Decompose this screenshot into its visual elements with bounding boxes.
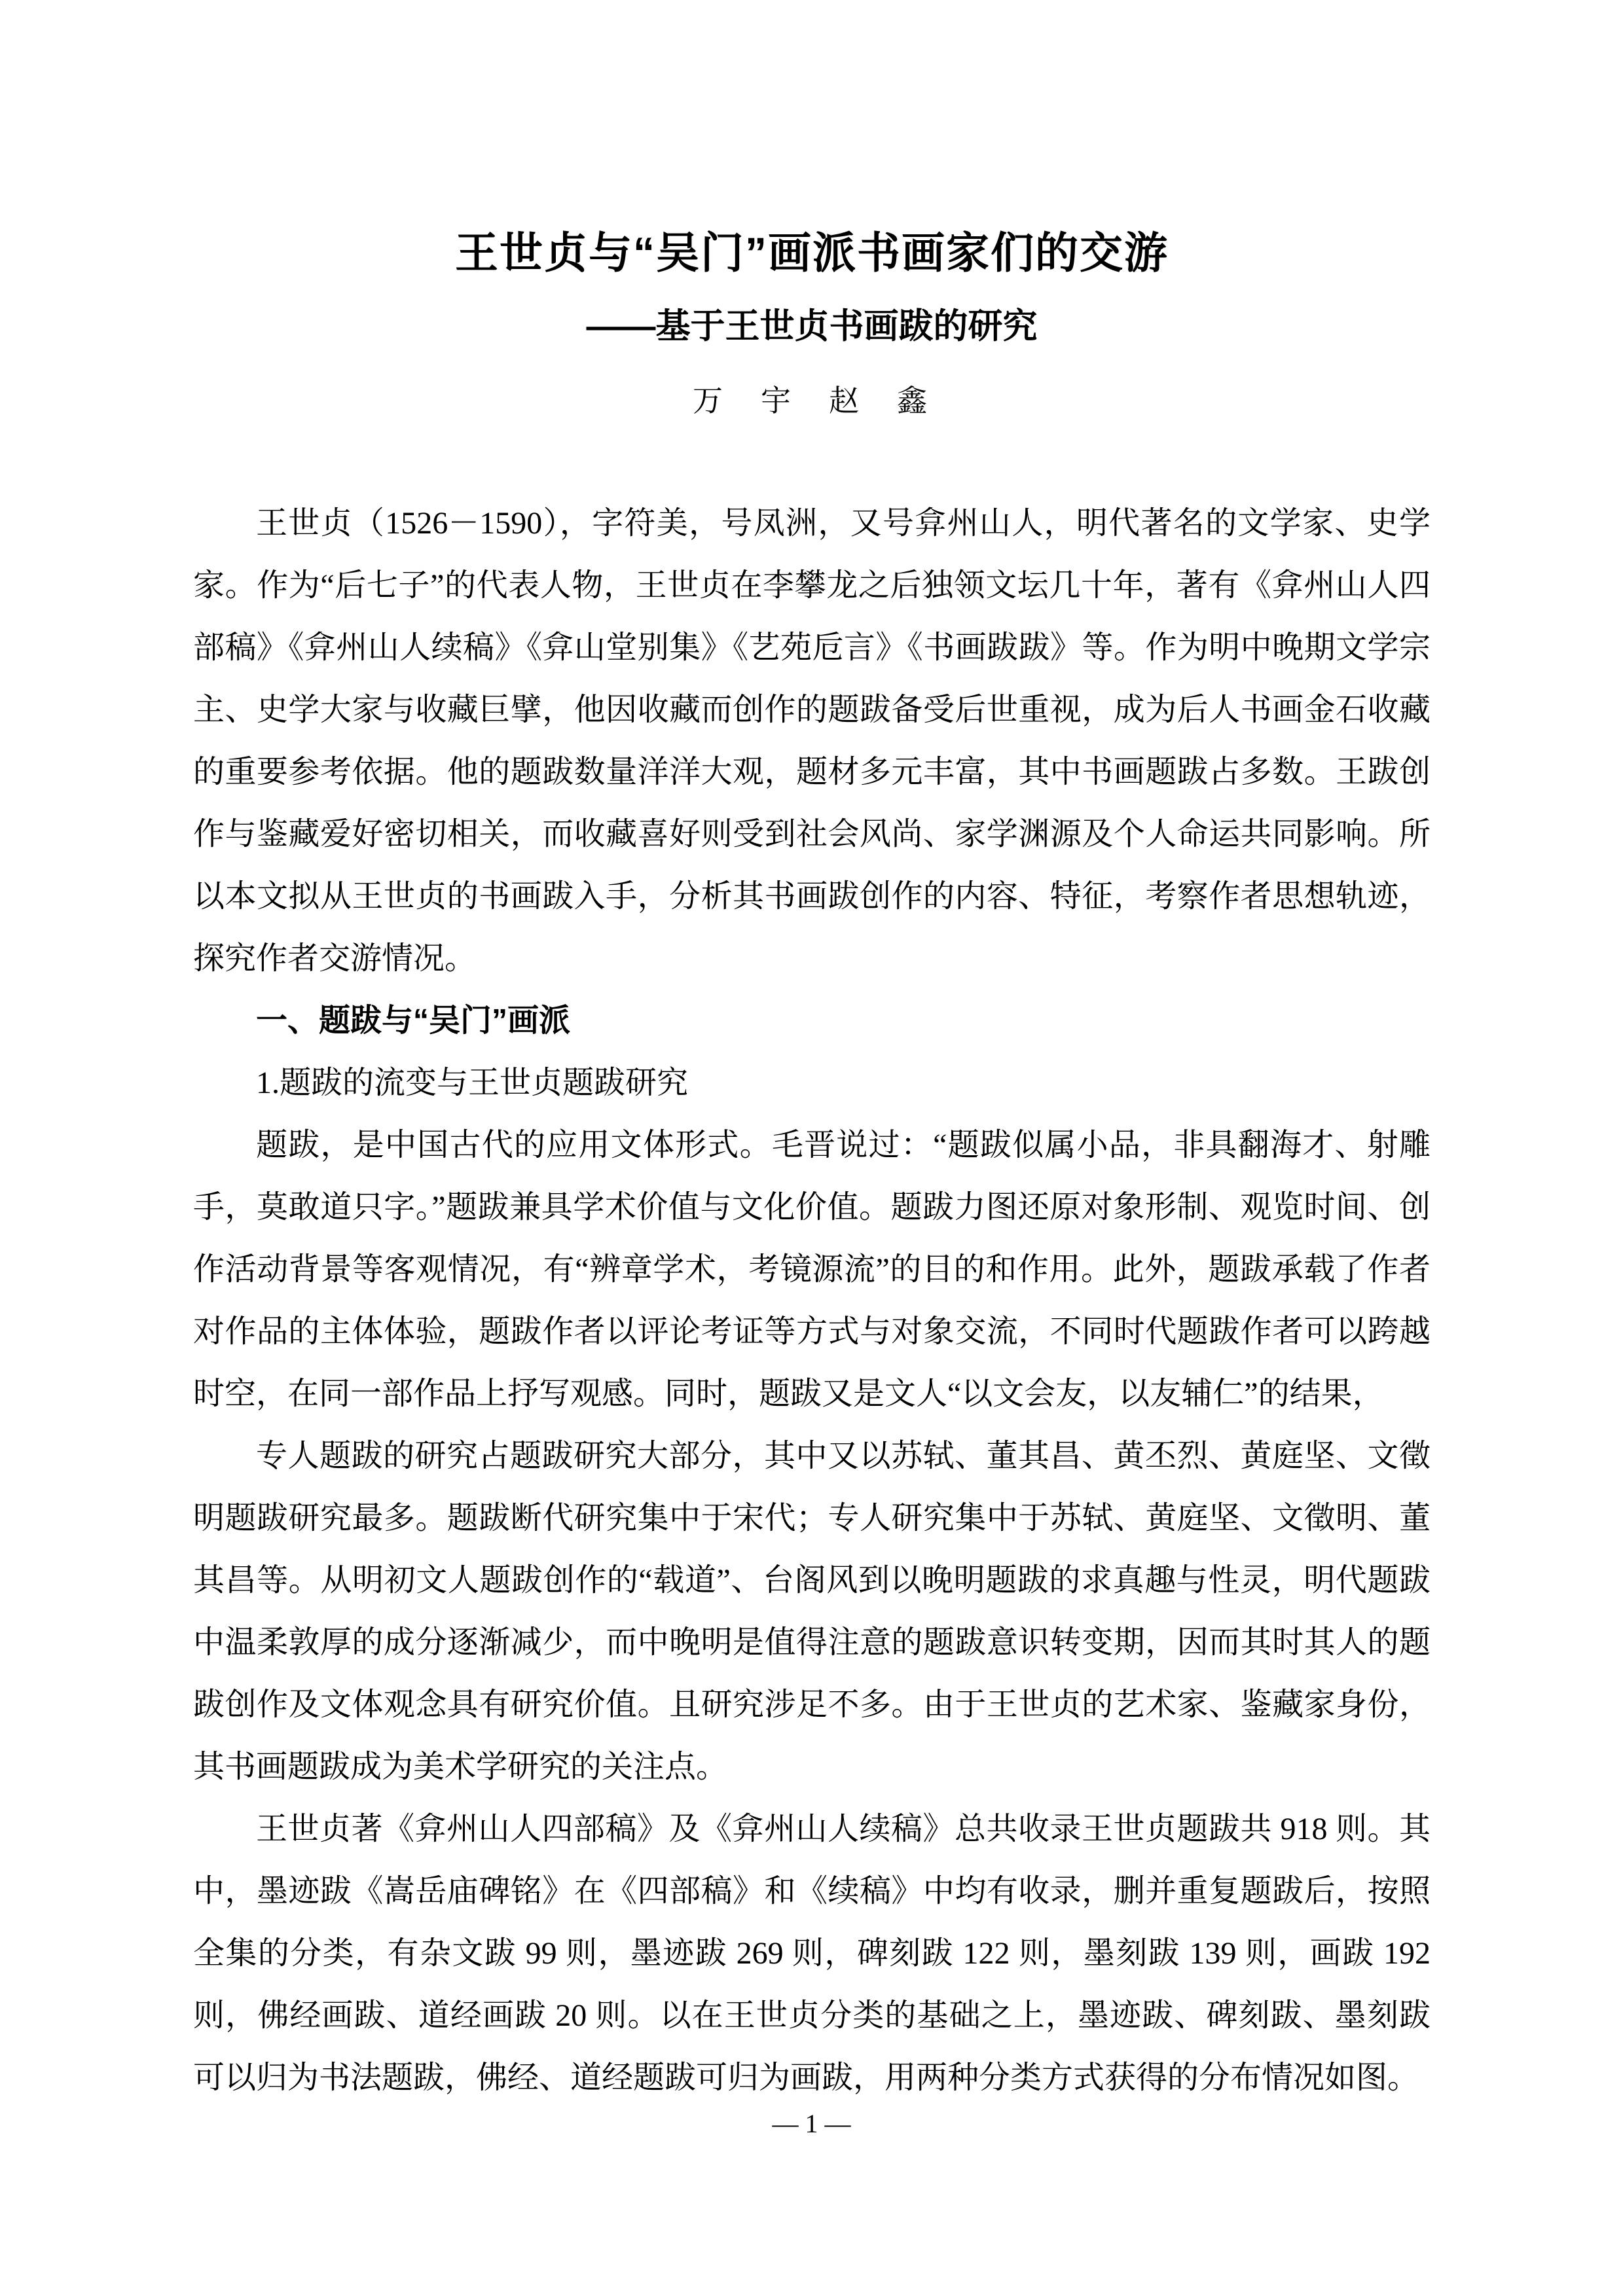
sub-heading-1-1: 1.题跋的流变与王世贞题跋研究 (256, 1066, 689, 1100)
page-title: 王世贞与“吴门”画派书画家们的交游 (455, 228, 1169, 277)
page-number: — 1 — (772, 2109, 851, 2138)
paragraph-statistics: 王世贞著《弇州山人四部稿》及《弇州山人续稿》总共收录王世贞题跋共 918 则。其中，墨迹跋《嵩岳庙碑铭》在《四部稿》和《续稿》中均有收录，删并重复题跋后，按照全集的分类，有杂文跋 99 则，墨迹跋 269 则，碑刻跋 122 则，墨刻跋 139 则，画跋 192 则，佛经画跋、道经画跋 20 则。以在王世贞分类的基础之上，墨迹跋、碑刻跋、墨刻跋可以归为书法题跋，佛经、道经题跋可归为画跋，用两种分类方式获得的分布情况如图。 (193, 1812, 1431, 2095)
paragraph-intro: 王世贞（1526－1590），字符美，号凤洲，又号弇州山人，明代著名的文学家、史学家。作为“后七子”的代表人物，王世贞在李攀龙之后独领文坛几十年，著有《弇州山人四部稿》《弇州山人续稿》《弇山堂别集》《艺苑卮言》《书画跋跋》等。作为明中晚期文学宗主、史学大家与收藏巨擘，他因收藏而创作的题跋备受后世重视，成为后人书画金石收藏的重要参考依据。他的题跋数量洋洋大观，题材多元丰富，其中书画题跋占多数。王跋创作与鉴藏爱好密切相关，而收藏喜好则受到社会风尚、家学渊源及个人命运共同影响。所以本文拟从王世贞的书画跋入手，分析其书画跋创作的内容、特征，考察作者思想轨迹，探究作者交游情况。 (193, 506, 1431, 976)
body-text (193, 492, 1431, 2109)
document-content (193, 223, 1431, 2109)
authors-line: 万 宇 赵 鑫 (693, 384, 931, 418)
paragraph-tiba-definition: 题跋，是中国古代的应用文体形式。毛晋说过：“题跋似属小品，非具翻海才、射雕手，莫敢道只字。”题跋兼具学术价值与文化价值。题跋力图还原对象形制、观览时间、创作活动背景等客观情况，有“辨章学术，考镜源流”的目的和作用。此外，题跋承载了作者对作品的主体体验，题跋作者以评论考证等方式与对象交流，不同时代题跋作者可以跨越时空，在同一部作品上抒写观感。同时，题跋又是文人“以文会友，以友辅仁”的结果， (193, 1128, 1431, 1411)
section-heading-1: 一、题跋与“吴门”画派 (256, 1003, 571, 1038)
page-subtitle: ——基于王世贞书画跋的研究 (586, 307, 1038, 346)
paragraph-research-overview: 专人题跋的研究占题跋研究大部分，其中又以苏轼、董其昌、黄丕烈、黄庭坚、文徵明题跋研究最多。题跋断代研究集中于宋代；专人研究集中于苏轼、黄庭坚、文徵明、董其昌等。从明初文人题跋创作的“载道”、台阁风到以晚明题跋的求真趣与性灵，明代题跋中温柔敦厚的成分逐渐减少，而中晚明是值得注意的题跋意识转变期，因而其时其人的题跋创作及文体观念具有研究价值。且研究涉足不多。由于王世贞的艺术家、鉴藏家身份，其书画题跋成为美术学研究的关注点。 (193, 1439, 1431, 1784)
